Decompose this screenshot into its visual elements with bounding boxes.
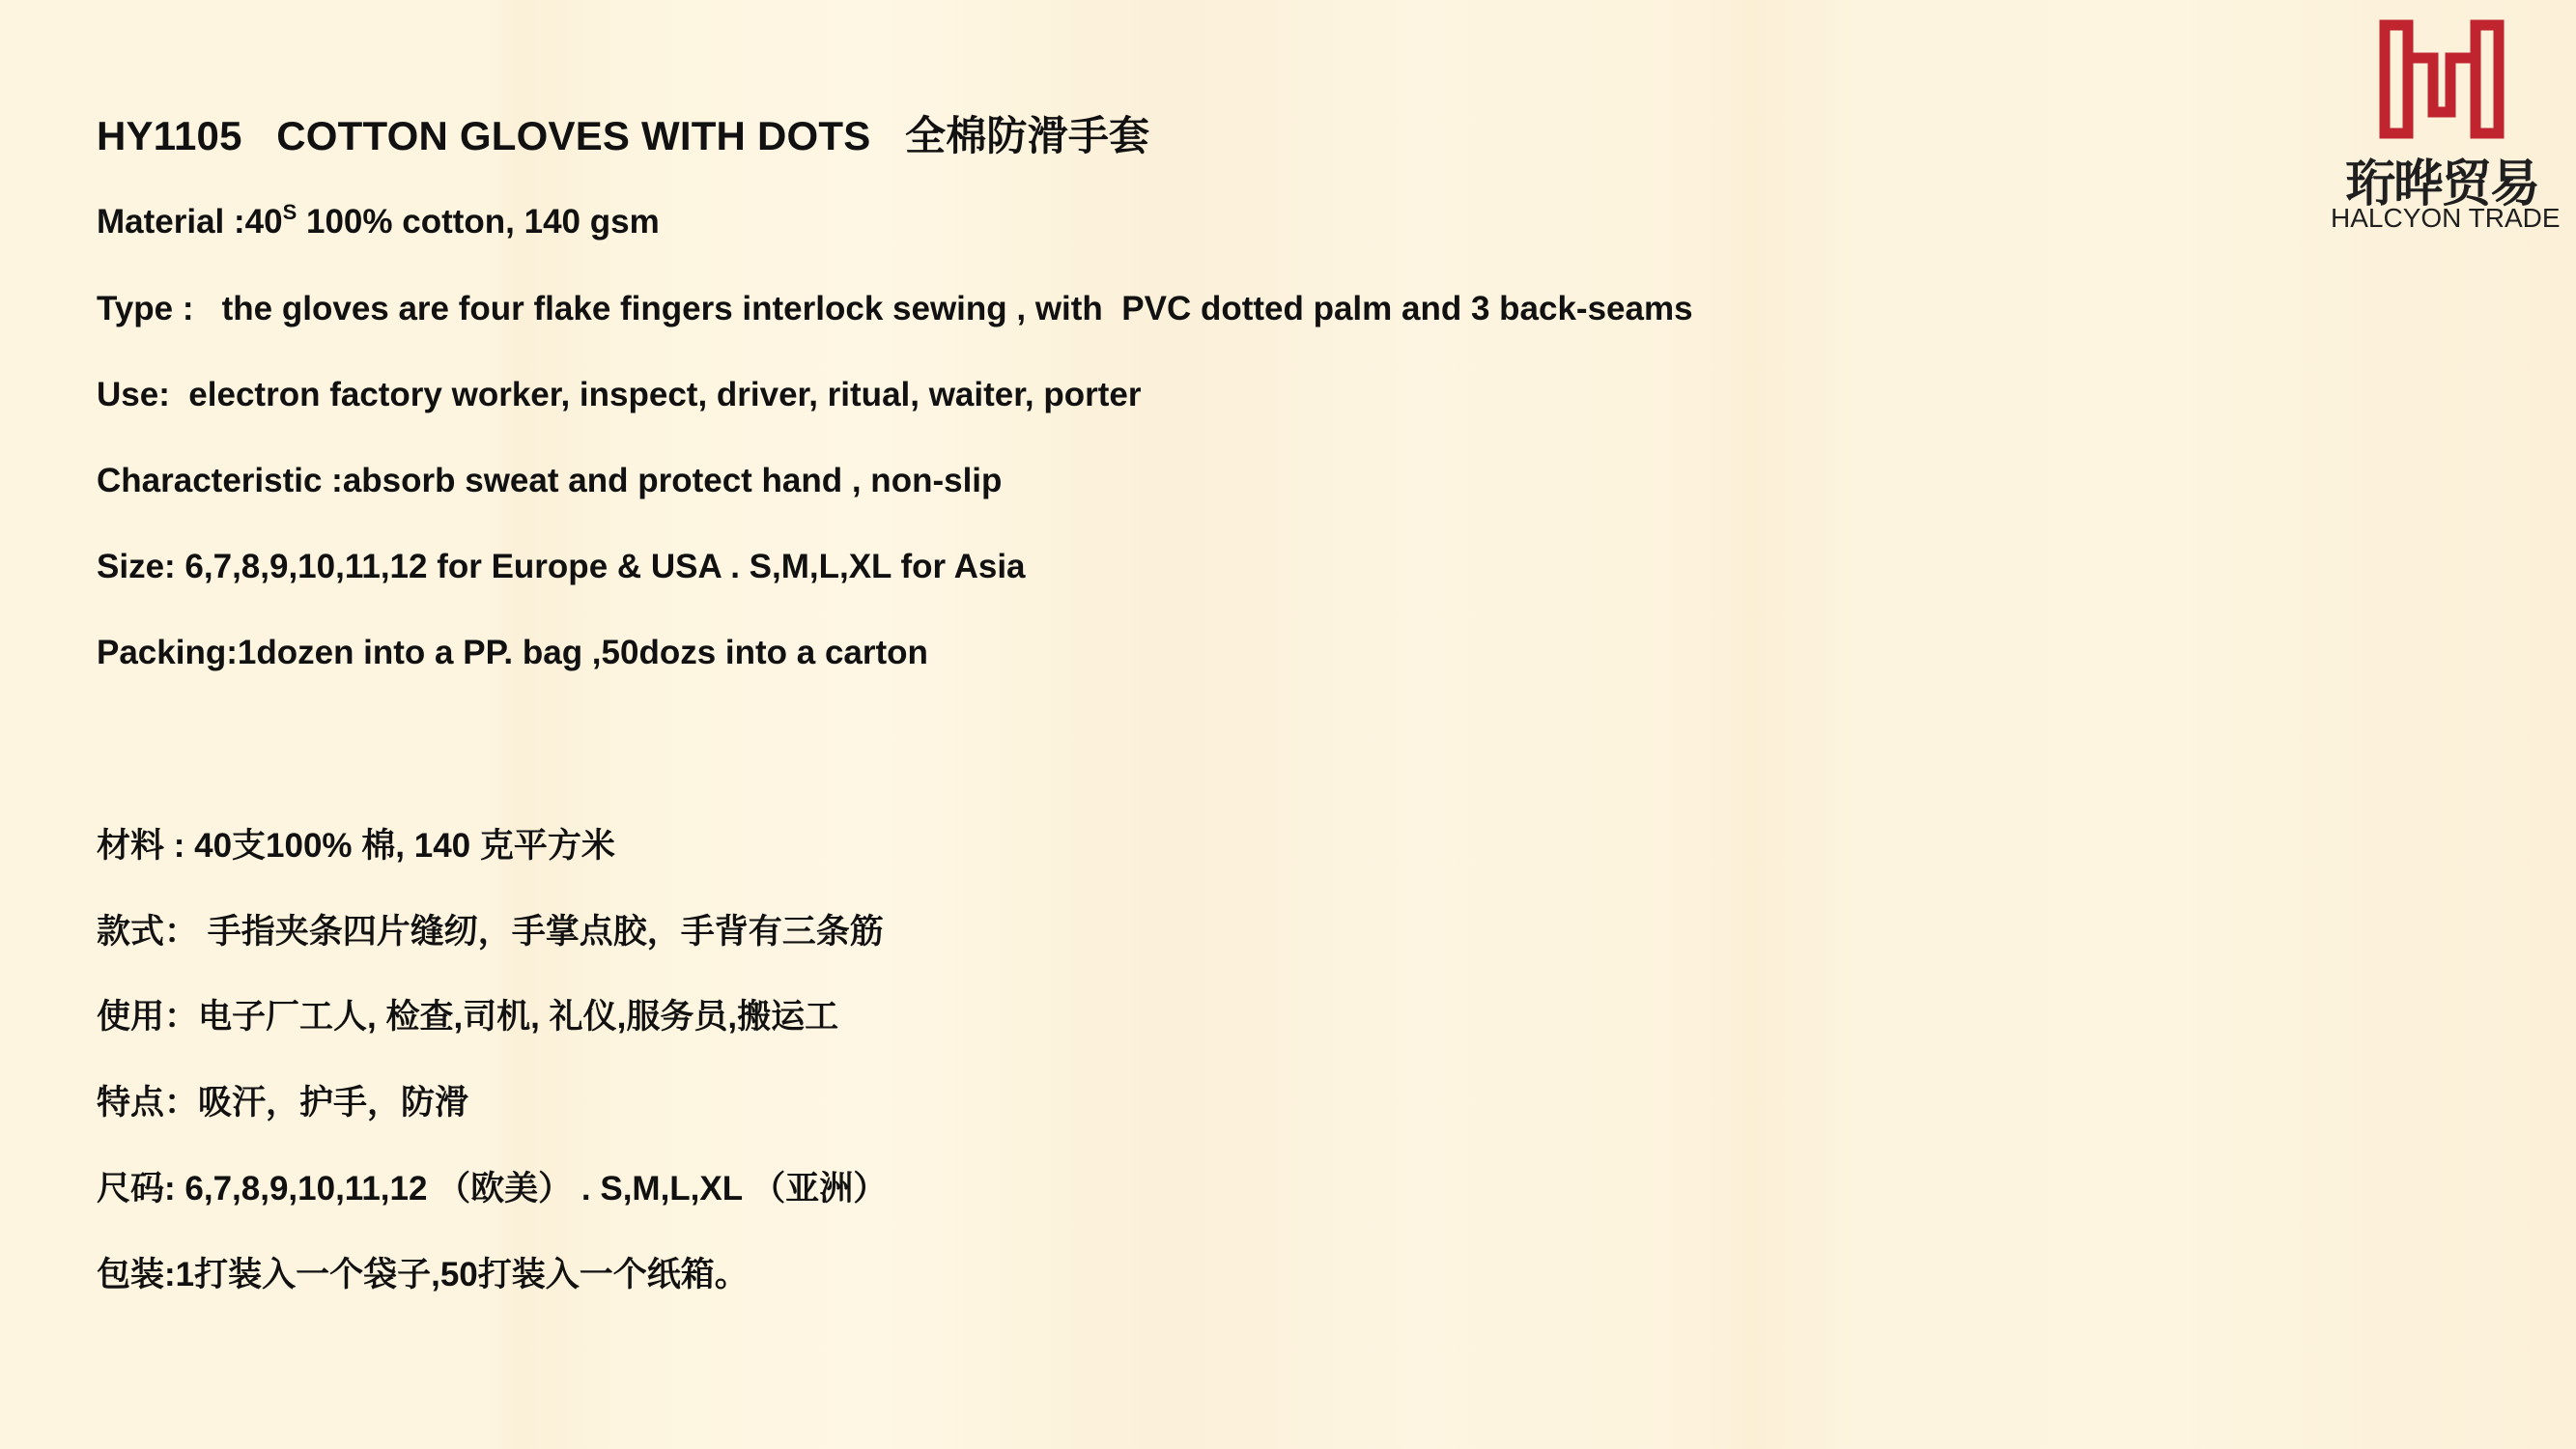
- use-line-cn: 使用：电子厂工人, 检查,司机, 礼仪,服务员,搬运工: [97, 998, 839, 1036]
- product-title: HY1105 COTTON GLOVES WITH DOTS 全棉防滑手套: [97, 113, 1150, 158]
- characteristic-line-en: Characteristic :absorb sweat and protect hand , non-slip: [97, 462, 1003, 499]
- type-line-en: Type : the gloves are four flake fingers interlock sewing , with PVC dotted palm and 3 back-seams: [97, 290, 1693, 327]
- material-suffix: 100% cotton, 140 gsm: [297, 203, 660, 241]
- material-line-en: [97, 200, 660, 242]
- company-logo: [2331, 19, 2561, 242]
- material-superscript: S: [282, 200, 297, 224]
- characteristic-line-cn: 特点：吸汗，护手，防滑: [97, 1084, 469, 1122]
- product-spec-sheet: [97, 0, 2222, 1449]
- packing-line-cn: 包装:1打装入一个袋子,50打装入一个纸箱。: [97, 1256, 749, 1293]
- size-line-en: Size: 6,7,8,9,10,11,12 for Europe & USA . S,M,L,XL for Asia: [97, 548, 1026, 585]
- logo-name-en: HALCYON TRADE: [2331, 203, 2561, 233]
- material-line-cn: 材料 : 40支100% 棉, 140 克平方米: [97, 827, 615, 865]
- halcyon-h-logo-icon: [2379, 19, 2505, 139]
- size-line-cn: 尺码: 6,7,8,9,10,11,12 （欧美） . S,M,L,XL （亚洲）: [97, 1170, 888, 1208]
- packing-line-en: Packing:1dozen into a PP. bag ,50dozs into a carton: [97, 634, 928, 671]
- logo-name-cn: 珩晔贸易: [2344, 156, 2538, 213]
- material-prefix: Material :40: [97, 203, 283, 241]
- use-line-en: Use: electron factory worker, inspect, driver, ritual, waiter, porter: [97, 376, 1142, 413]
- type-line-cn: 款式： 手指夹条四片缝纫，手掌点胶，手背有三条筋: [97, 913, 884, 951]
